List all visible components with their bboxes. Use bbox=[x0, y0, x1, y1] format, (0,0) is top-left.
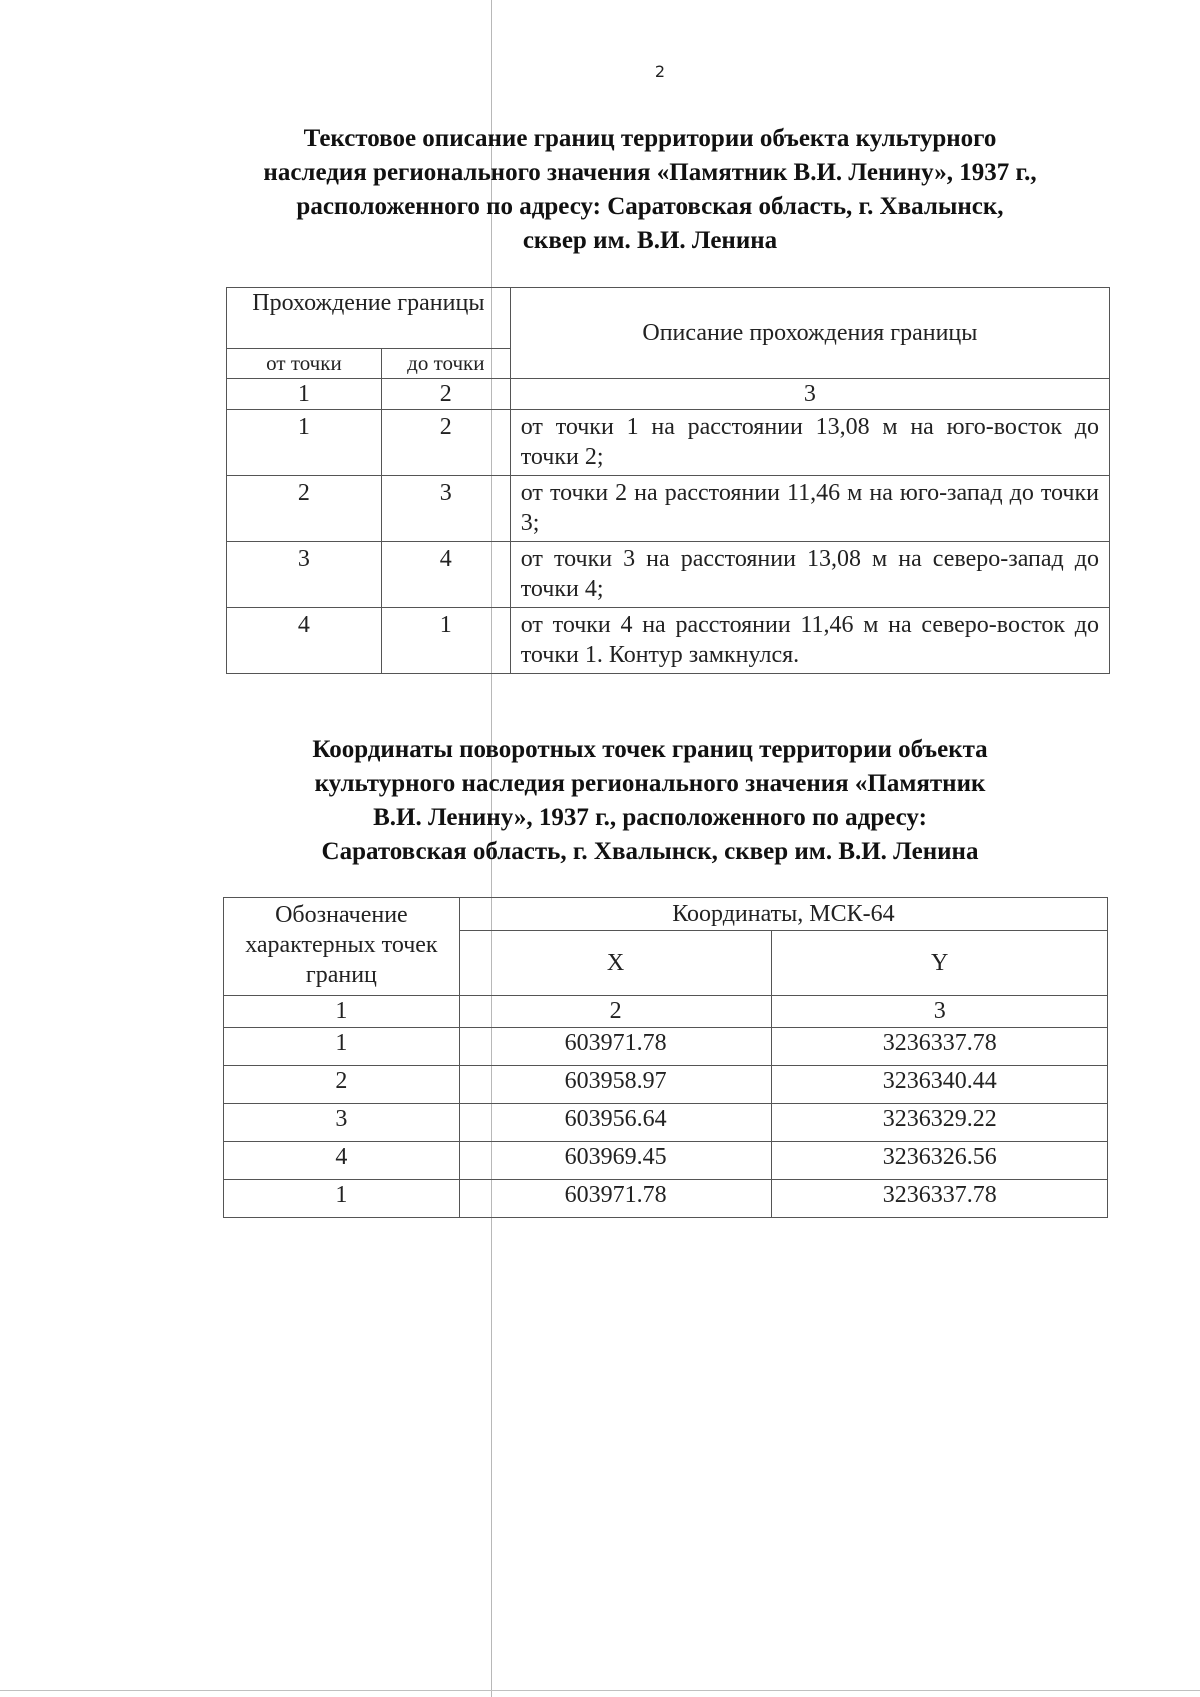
description-cell: от точки 4 на расстоянии 11,46 м на северо-восток до точки 1. Контур замкнулся. bbox=[510, 608, 1109, 674]
point-cell: 1 bbox=[224, 1028, 460, 1066]
header-description: Описание прохождения границы bbox=[510, 288, 1109, 379]
column-number-row bbox=[224, 996, 1108, 1028]
from-point-cell: 3 bbox=[227, 542, 382, 608]
section-2-heading bbox=[210, 733, 1090, 869]
table-row bbox=[224, 1142, 1108, 1180]
heading-line: наследия регионального значения «Памятник В.И. Ленину», 1937 г., bbox=[263, 159, 1037, 186]
point-cell: 1 bbox=[224, 1180, 460, 1218]
column-number: 1 bbox=[224, 996, 460, 1028]
y-cell: 3236326.56 bbox=[772, 1142, 1108, 1180]
x-cell: 603956.64 bbox=[459, 1104, 772, 1142]
column-number: 3 bbox=[510, 379, 1109, 410]
to-point-cell: 2 bbox=[381, 410, 510, 476]
y-cell: 3236340.44 bbox=[772, 1066, 1108, 1104]
x-cell: 603971.78 bbox=[459, 1180, 772, 1218]
table-header-row bbox=[224, 898, 1108, 931]
table-row bbox=[227, 476, 1110, 542]
table-header-row bbox=[227, 288, 1110, 349]
from-point-cell: 2 bbox=[227, 476, 382, 542]
header-y: Y bbox=[772, 931, 1108, 996]
heading-line: сквер им. В.И. Ленина bbox=[522, 227, 778, 254]
from-point-cell: 1 bbox=[227, 410, 382, 476]
boundary-description-table bbox=[226, 287, 1110, 674]
x-cell: 603969.45 bbox=[459, 1142, 772, 1180]
table-row bbox=[224, 1066, 1108, 1104]
point-cell: 3 bbox=[224, 1104, 460, 1142]
point-cell: 4 bbox=[224, 1142, 460, 1180]
heading-line: Координаты поворотных точек границ территории объекта bbox=[312, 736, 988, 763]
coordinates-table bbox=[223, 897, 1108, 1218]
page-number: 2 bbox=[654, 62, 666, 81]
description-cell: от точки 3 на расстоянии 13,08 м на северо-запад до точки 4; bbox=[510, 542, 1109, 608]
x-cell: 603958.97 bbox=[459, 1066, 772, 1104]
table-row bbox=[227, 542, 1110, 608]
table-row bbox=[227, 608, 1110, 674]
to-point-cell: 3 bbox=[381, 476, 510, 542]
scan-edge-line bbox=[0, 1690, 1200, 1691]
table-row bbox=[224, 1104, 1108, 1142]
table-row bbox=[224, 1028, 1108, 1066]
description-cell: от точки 2 на расстоянии 11,46 м на юго-запад до точки 3; bbox=[510, 476, 1109, 542]
heading-line: Текстовое описание границ территории объекта культурного bbox=[303, 125, 997, 152]
header-to-point: до точки bbox=[381, 349, 510, 379]
y-cell: 3236337.78 bbox=[772, 1028, 1108, 1066]
column-number-row bbox=[227, 379, 1110, 410]
column-number: 3 bbox=[772, 996, 1108, 1028]
from-point-cell: 4 bbox=[227, 608, 382, 674]
table-row bbox=[227, 410, 1110, 476]
heading-line: расположенного по адресу: Саратовская область, г. Хвалынск, bbox=[296, 193, 1004, 220]
y-cell: 3236329.22 bbox=[772, 1104, 1108, 1142]
header-coordinates: Координаты, МСК-64 bbox=[459, 898, 1107, 931]
description-cell: от точки 1 на расстоянии 13,08 м на юго-восток до точки 2; bbox=[510, 410, 1109, 476]
to-point-cell: 4 bbox=[381, 542, 510, 608]
table-row bbox=[224, 1180, 1108, 1218]
heading-line: В.И. Ленину», 1937 г., расположенного по адресу: bbox=[373, 804, 927, 831]
point-cell: 2 bbox=[224, 1066, 460, 1104]
header-from-point: от точки bbox=[227, 349, 382, 379]
heading-line: Саратовская область, г. Хвалынск, сквер им. В.И. Ленина bbox=[321, 838, 979, 865]
header-passage: Прохождение границы bbox=[227, 288, 511, 349]
to-point-cell: 1 bbox=[381, 608, 510, 674]
column-number: 1 bbox=[227, 379, 382, 410]
column-number: 2 bbox=[381, 379, 510, 410]
x-cell: 603971.78 bbox=[459, 1028, 772, 1066]
column-number: 2 bbox=[459, 996, 772, 1028]
header-point-label: Обозначение характерных точек границ bbox=[224, 898, 460, 996]
heading-line: культурного наследия регионального значения «Памятник bbox=[314, 770, 986, 797]
section-1-heading bbox=[210, 122, 1090, 258]
y-cell: 3236337.78 bbox=[772, 1180, 1108, 1218]
header-x: X bbox=[459, 931, 772, 996]
